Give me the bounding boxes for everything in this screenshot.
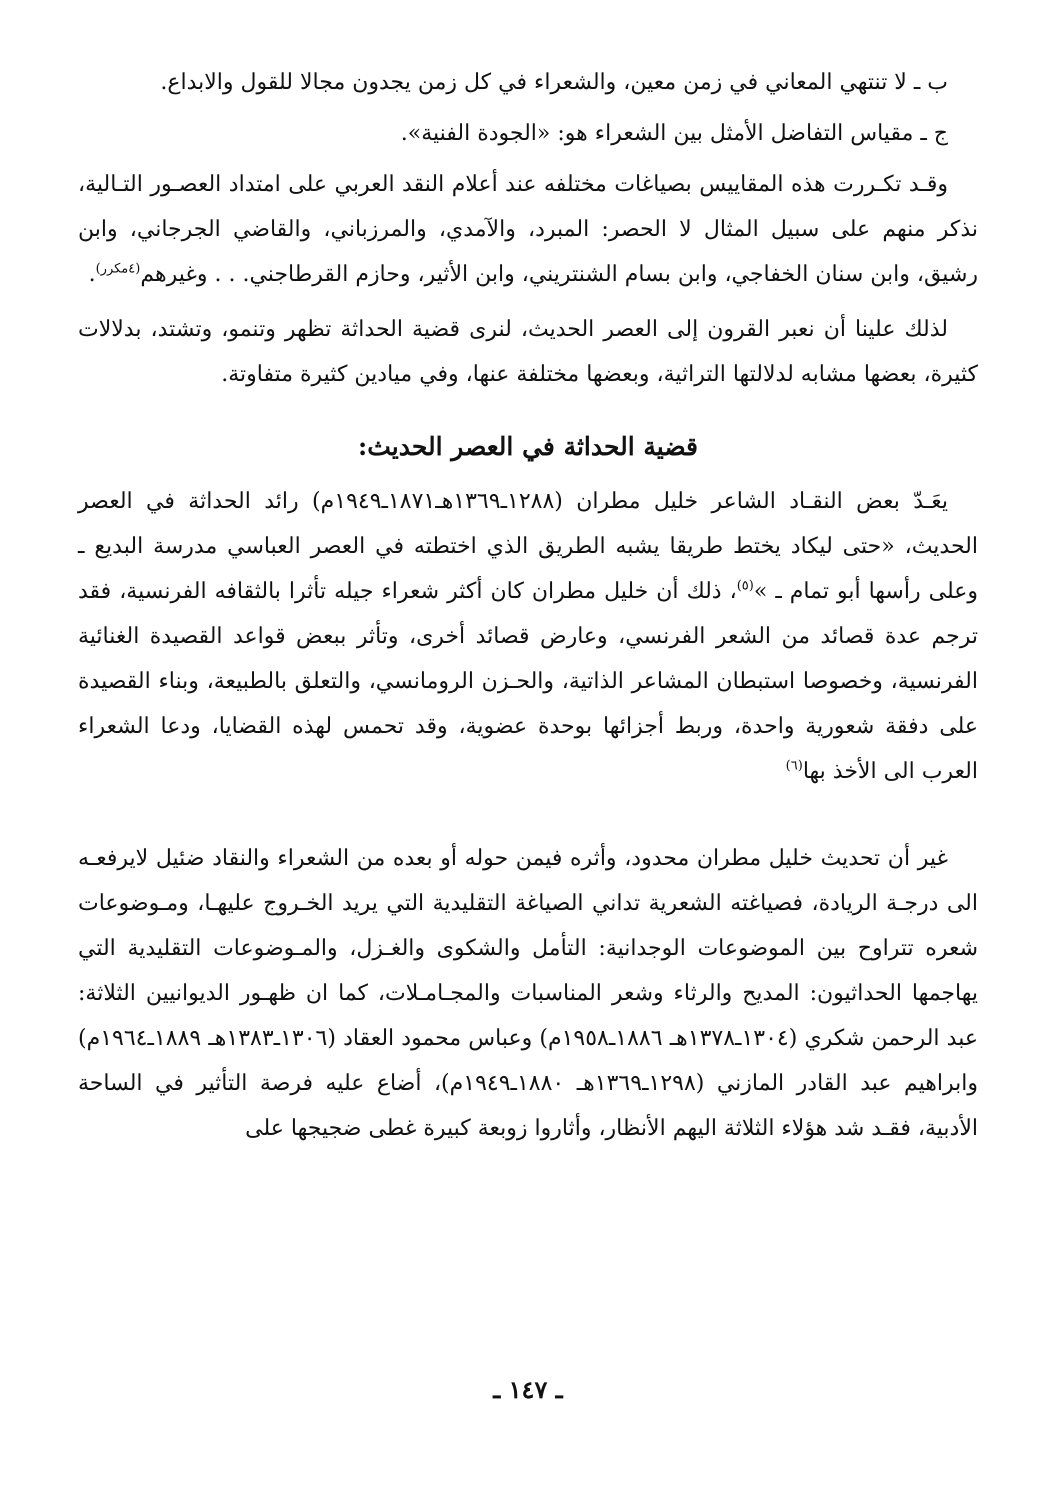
paragraph-criteria-text: وقـد تكـررت هذه المقاييس بصياغات مختلفه عند أعلام النقد العربي على امتداد العصـور التـالية، نذكر منهم على سبيل المثال لا الحصر: المبرد، والآمدي، والمرزباني، والقاضي الجرجاني، وابن رشيق، وابن سنان الخفاجي، وابن بسام الشنتريني، وابن الأثير، وحازم القرطاجني. . . وغيرهم: [78, 172, 978, 287]
paragraph-criteria: [78, 162, 978, 297]
list-item-j: ج ـ مقياس التفاضل الأمثل بين الشعراء هو: «الجودة الفنية».: [400, 121, 948, 146]
paragraph-criteria-end: .: [88, 262, 96, 287]
list-item-b: ب ـ لا تنتهي المعاني في زمن معين، والشعراء في كل زمن يجدون مجالا للقول والابداع.: [160, 70, 948, 95]
paragraph-diwan: غير أن تحديث خليل مطران محدود، وأثره فيمن حوله أو بعده من الشعراء والنقاد ضئيل لايرفعـه الى درجـة الريادة، فصياغته الشعرية تداني الصياغة التقليدية التي يريد الخـروج عليهـا، ومـوضوعات شعره تتراوح بين الموضوعات الوجدانية: التأمل والشكوى والغـزل، والمـوضوعات التقليدية التي يهاجمها الحداثيون: المديح والرثاء وشعر المناسبات والمجـامـلات، كما ان ظهـور الديوانيين الثلاثة: عبد الرحمن شكري (١٣٠٤ـ١٣٧٨هـ ١٨٨٦ـ١٩٥٨م) وعباس محمود العقاد (١٣٠٦ـ١٣٨٣هـ ١٨٨٩ـ١٩٦٤م) وابراهيم عبد القادر المازني (١٢٩٨ـ١٣٦٩هـ ١٨٨٠ـ١٩٤٩م)، أضاع عليه فرصة التأثير في الساحة الأدبية، فقـد شد هؤلاء الثلاثة اليهم الأنظار، وأثاروا زوبعة كبيرة غطى ضجيجها على: [78, 846, 978, 1141]
page-content: [78, 60, 978, 1151]
paragraph-mutran-part-b: ، ذلك أن خليل مطران كان أكثر شعراء جيله تأثرا بالثقافه الفرنسية، فقد ترجم عدة قصائد من الشعر الفرنسي، وعارض قصائد أخرى، وتأثر ببعض قواعد القصيدة الغنائية الفرنسية، وخصوصا استبطان المشاعر الذاتية، والحـزن الرومانسي، والتعلق بالطبيعة، وبناء القصيدة على دفقة شعورية واحدة، وربط أجزائها بوحدة عضوية، وقد تحمس لهذه القضايا، ودعا الشعراء العرب الى الأخذ بها: [78, 579, 978, 784]
section-heading: قضية الحداثة في العصر الحديث:: [358, 432, 698, 461]
paragraph-mutran: [78, 479, 978, 794]
footnote-ref-4: (٤مكرر): [95, 261, 141, 277]
paragraph-mutran-part-a: يعَـدّ بعض النقـاد الشاعر خليل مطران (١٢٨٨ـ١٣٦٩هـ١٨٧١ـ١٩٤٩م) رائد الحداثة في العصر الحديث، «حتى ليكاد يختط طريقا يشبه الطريق الذي اختطته في العصر العباسي مدرسة البديع ـ وعلى رأسها أبو تمام ـ »: [78, 489, 978, 604]
footnote-ref-6: (٦): [785, 758, 803, 774]
paragraph-transition: لذلك علينا أن نعبر القرون إلى العصر الحديث، لنرى قضية الحداثة تظهر وتنمو، وتشتد، بدلالات كثيرة، بعضها مشابه لدلالتها التراثية، وبعضها مختلفة عنها، وفي ميادين كثيرة متفاوتة.: [78, 317, 978, 387]
page-number: ـ ١٤٧ ـ: [493, 1375, 563, 1404]
footnote-ref-5: (٥): [736, 578, 754, 594]
